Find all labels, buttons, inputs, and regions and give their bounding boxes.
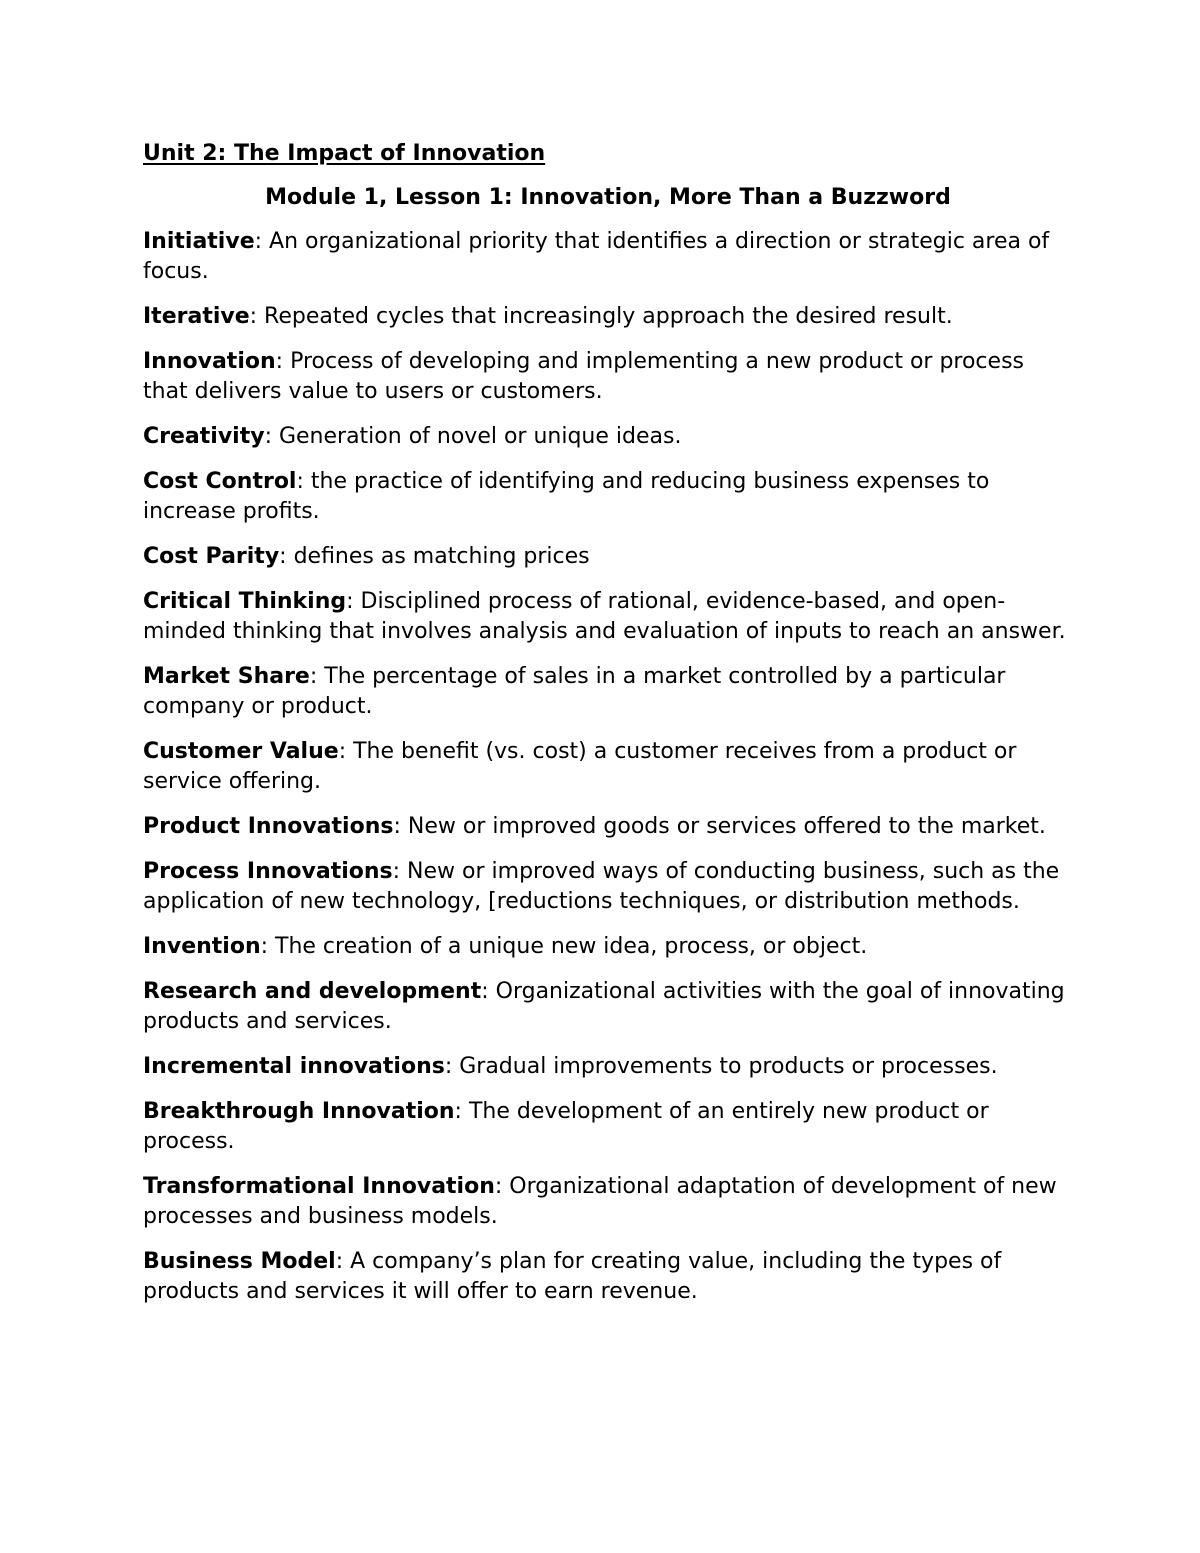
glossary-term: Product Innovations [143,814,394,839]
glossary-definition: The creation of a unique new idea, process, or object. [275,934,868,959]
glossary-entry: Breakthrough Innovation: The development of an entirely new product or process. [143,1099,989,1154]
glossary-term: Iterative [143,304,250,329]
document-page [143,139,1073,1322]
glossary-definition: the practice of identifying and reducing business expenses to increase profits. [143,469,990,524]
glossary-entry: Business Model: A company’s plan for creating value, including the types of products and services it will offer to earn revenue. [143,1249,1002,1304]
glossary-definition: Repeated cycles that increasingly approach the desired result. [264,304,953,329]
glossary-definition: New or improved ways of conducting business, such as the application of new technology, [reductions techniques, or distribution methods. [143,859,1060,914]
glossary-entry: Process Innovations: New or improved ways of conducting business, such as the application of new technology, [reductions techniques, or distribution methods. [143,859,1060,914]
glossary-entry: Incremental innovations: Gradual improvements to products or processes. [143,1054,998,1079]
glossary-term: Creativity [143,424,265,449]
glossary-definition: defines as matching prices [293,544,590,569]
glossary-term: Cost Control [143,469,297,494]
glossary-term: Critical Thinking [143,589,347,614]
glossary-entry: Research and development: Organizational activities with the goal of innovating products and services. [143,979,1065,1034]
glossary-term: Incremental innovations [143,1054,445,1079]
glossary-entry: Cost Control: the practice of identifying and reducing business expenses to increase profits. [143,469,990,524]
glossary-definition: Disciplined process of rational, evidence-based, and open-minded thinking that involves analysis and evaluation of inputs to reach an answer. [143,589,1066,644]
glossary-entry: Initiative: An organizational priority that identifies a direction or strategic area of focus. [143,229,1050,284]
glossary-term: Research and development [143,979,482,1004]
glossary-entry: Iterative: Repeated cycles that increasingly approach the desired result. [143,304,953,329]
glossary-definition: Organizational activities with the goal of innovating products and services. [143,979,1065,1034]
glossary-entry: Innovation: Process of developing and implementing a new product or process that delivers value to users or customers. [143,349,1024,404]
glossary-definition: The development of an entirely new product or process. [143,1099,989,1154]
glossary-term: Business Model [143,1249,336,1274]
glossary-term: Invention [143,934,261,959]
lesson-title: Module 1, Lesson 1: Innovation, More Than a Buzzword [265,185,951,210]
glossary-entry: Product Innovations: New or improved goods or services offered to the market. [143,814,1046,839]
glossary-term: Transformational Innovation [143,1174,495,1199]
glossary-definition: Gradual improvements to products or processes. [459,1054,998,1079]
glossary-entry: Transformational Innovation: Organizational adaptation of development of new processes and business models. [143,1174,1057,1229]
glossary-term: Customer Value [143,739,339,764]
glossary-definition: New or improved goods or services offered to the market. [407,814,1046,839]
glossary-term: Cost Parity [143,544,280,569]
glossary-term: Process Innovations [143,859,393,884]
glossary-entry: Customer Value: The benefit (vs. cost) a customer receives from a product or service offering. [143,739,1017,794]
glossary-definition: A company’s plan for creating value, including the types of products and services it will offer to earn revenue. [143,1249,1002,1304]
unit-title: Unit 2: The Impact of Innovation [143,141,546,166]
glossary-term: Market Share [143,664,310,689]
glossary-entry: Invention: The creation of a unique new idea, process, or object. [143,934,868,959]
glossary-term: Breakthrough Innovation [143,1099,455,1124]
glossary-term: Initiative [143,229,255,254]
glossary-entry: Critical Thinking: Disciplined process of rational, evidence-based, and open-minded thinking that involves analysis and evaluation of inputs to reach an answer. [143,589,1066,644]
glossary-entry: Cost Parity: defines as matching prices [143,544,590,569]
glossary-entry: Market Share: The percentage of sales in a market controlled by a particular company or product. [143,664,1006,719]
glossary-entry: Creativity: Generation of novel or unique ideas. [143,424,682,449]
glossary-definition: The benefit (vs. cost) a customer receives from a product or service offering. [143,739,1017,794]
glossary-definition: An organizational priority that identifies a direction or strategic area of focus. [143,229,1050,284]
glossary-term: Innovation [143,349,276,374]
glossary-definition: The percentage of sales in a market controlled by a particular company or product. [143,664,1006,719]
glossary-definition: Organizational adaptation of development of new processes and business models. [143,1174,1057,1229]
glossary-definition: Process of developing and implementing a new product or process that delivers value to users or customers. [143,349,1024,404]
glossary-definition: Generation of novel or unique ideas. [278,424,682,449]
